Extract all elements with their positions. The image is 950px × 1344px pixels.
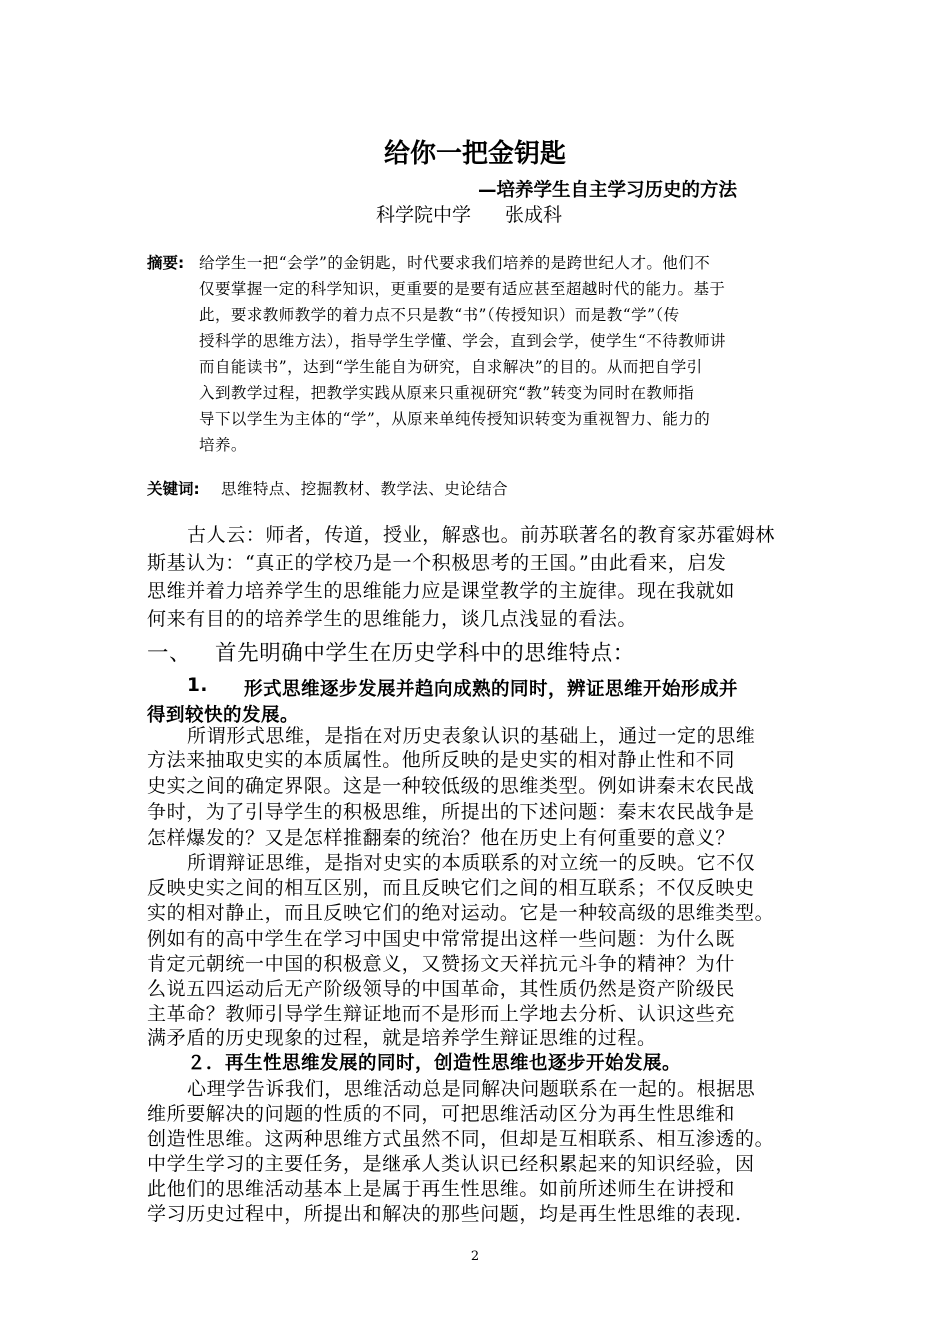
abstract-label: 摘要: (147, 254, 185, 272)
intro-line: 斯基认为：“真正的学校乃是一个积极思考的王国。”由此看来，启发 (147, 552, 727, 574)
document-title: 给你一把金钥匙 (383, 139, 566, 169)
body-line: 中学生学习的主要任务，是继承人类认识已经积累起来的知识经验，因 (147, 1153, 755, 1175)
abstract-line: 入到教学过程，把教学实践从原来只重视研究“教”转变为同时在教师指 (199, 384, 695, 402)
abstract-line: 而自能读书”，达到“学生能自为研究，自求解决”的目的。从而把自学引 (199, 358, 703, 376)
subsection-heading: 形式思维逐步发展并趋向成熟的同时，辨证思维开始形成并 (244, 679, 739, 700)
body-line: 史实之间的确定界限。这是一种较低级的思维类型。例如讲秦末农民战 (147, 775, 755, 797)
body-line: 争时，为了引导学生的积极思维，所提出的下述问题：秦末农民战争是 (147, 801, 755, 823)
body-line: 维所要解决的问题的性质的不同，可把思维活动区分为再生性思维和 (147, 1103, 736, 1125)
abstract-line: 此，要求教师教学的着力点不只是教“书”（传授知识）而是教“学”（传 (199, 306, 680, 324)
body-line: 此他们的思维活动基本上是属于再生性思维。如前所述师生在讲授和 (147, 1178, 736, 1200)
section-heading: 首先明确中学生在历史学科中的思维特点： (215, 641, 635, 666)
abstract-line: 导下以学生为主体的“学”，从原来单纯传授知识转变为重视智力、能力的 (199, 410, 711, 428)
body-line: 所谓形式思维，是指在对历史表象认识的基础上，通过一定的思维 (187, 725, 756, 747)
body-line: 所谓辩证思维，是指对史实的本质联系的对立统一的反映。它不仅 (187, 852, 756, 874)
intro-line: 古人云：师者，传道，授业，解惑也。前苏联著名的教育家苏霍姆林 (187, 524, 776, 546)
intro-line: 思维并着力培养学生的思维能力应是课堂教学的主旋律。现在我就如 (147, 580, 736, 602)
abstract-line: 授科学的思维方法），指导学生学懂、学会，直到会学，使学生“不待教师讲 (199, 332, 726, 350)
keywords-label: 关键词: (147, 480, 200, 498)
abstract-line: 给学生一把“会学”的金钥匙，时代要求我们培养的是跨世纪人才。他们不 (199, 254, 711, 272)
body-line: 反映史实之间的相互区别，而且反映它们之间的相互联系；不仅反映史 (147, 877, 755, 899)
document-subtitle: —培养学生自主学习历史的方法 (478, 180, 738, 201)
subsection-heading: 得到较快的发展。 (147, 705, 300, 726)
keywords-text: 思维特点、挖掘教材、教学法、史论结合 (221, 480, 509, 498)
body-line: 心理学告诉我们，思维活动总是同解决问题联系在一起的。根据思 (187, 1078, 756, 1100)
body-line: 满矛盾的历史现象的过程，就是培养学生辩证思维的过程。 (147, 1027, 657, 1049)
body-line: 怎样爆发的？又是怎样推翻秦的统治？他在历史上有何重要的意义？ (147, 827, 736, 849)
abstract-line: 仅要掌握一定的科学知识，更重要的是要有适应甚至超越时代的能力。基于 (199, 280, 726, 298)
body-line: 主革命？教师引导学生辩证地而不是形而上学地去分析、认识这些充 (147, 1003, 736, 1025)
body-line: 实的相对静止，而且反映它们的绝对运动。它是一种较高级的思维类型。 (147, 902, 775, 924)
body-line: 肯定元朝统一中国的积极意义，又赞扬文天祥抗元斗争的精神？为什 (147, 953, 736, 975)
author-school: 科学院中学 (376, 204, 472, 226)
subsection-heading: ２．再生性思维发展的同时，创造性思维也逐步开始发展。 (187, 1053, 682, 1074)
body-line: 创造性思维。这两种思维方式虽然不同，但却是互相联系、相互渗透的。 (147, 1128, 775, 1150)
section-number: 一、 (147, 641, 192, 666)
body-line: 方法来抽取史实的本质属性。他所反映的是史实的相对静止性和不同 (147, 749, 736, 771)
body-line: 学习历史过程中，所提出和解决的那些问题，均是再生性思维的表现. (147, 1203, 742, 1225)
page-number: 2 (470, 1249, 480, 1264)
body-line: 例如有的高中学生在学习中国史中常常提出这样一些问题：为什么既 (147, 928, 736, 950)
intro-line: 何来有目的的培养学生的思维能力，谈几点浅显的看法。 (147, 608, 638, 630)
abstract-line: 培养。 (199, 436, 247, 454)
author-name: 张成科 (505, 204, 563, 226)
body-line: 么说五四运动后无产阶级领导的中国革命，其性质仍然是资产阶级民 (147, 978, 736, 1000)
author-line (376, 200, 562, 227)
subsection-number: 1. (187, 675, 208, 696)
